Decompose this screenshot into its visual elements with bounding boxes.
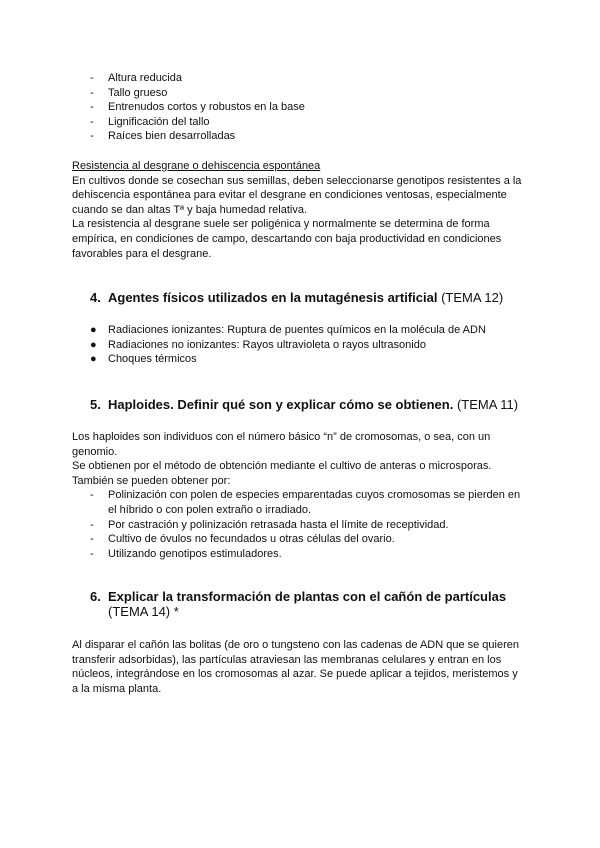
haploides-section: Los haploides son individuos con el número básico “n” de cromosomas, o sea, con un genomio. Se obtienen por el método de obtención mediante el cultivo de anteras o microsporas. También se pueden obtener por: - Polinización con polen de especies emparentadas cuyos cromosomas se pierden en el híbrido o con polen extraño o irradiado. - Por castración y polinización retrasada hasta el límite de receptividad. - Cultivo de óvulos no fecundados u otras células del ovario. - Utilizando genotipos estimuladores. (72, 430, 542, 561)
section-heading-4: 4. Agentes físicos utilizados en la mutagénesis artificial (TEMA 12) (90, 290, 504, 305)
section-heading-5: 5. Haploides. Definir qué son y explicar cómo se obtienen. (TEMA 11) (90, 397, 519, 412)
list-item: Lignificación del tallo (108, 115, 210, 128)
paragraph-line: Los haploides son individuos con el número básico “n” de cromosomas, o sea, con un (72, 431, 491, 443)
list-item: Por castración y polinización retrasada hasta el límite de receptividad. (108, 518, 449, 531)
paragraph-line: Se obtienen por el método de obtención mediante el cultivo de anteras o microsporas. (72, 460, 492, 473)
paragraph-line: empírica, en condiciones de campo, descartando con baja productividad en condiciones (72, 232, 502, 245)
paragraph-line: a la misma planta. (72, 682, 162, 695)
paragraph-line: cuando se dan altas Tª y baja humedad relativa. (72, 203, 308, 216)
list-item: Choques térmicos (108, 353, 197, 366)
list-item: Radiaciones no ionizantes: Rayos ultravioleta o rayos ultrasonido (108, 338, 426, 351)
canon-section (72, 638, 542, 696)
paragraph-line: dehiscencia espontánea para evitar el desgrane en condiciones ventosas, especialmente (72, 189, 507, 202)
list-item-continuation: el híbrido o con polen extraño o irradiado. (108, 503, 312, 516)
list-item: Radiaciones ionizantes: Ruptura de puentes químicos en la molécula de ADN (108, 324, 486, 336)
trait-list: - Altura reducida - Tallo grueso - Entrenudos cortos y robustos en la base - Lignificación del tallo - Raíces bien desarrolladas (72, 71, 542, 144)
list-item: Entrenudos cortos y robustos en la base (108, 101, 305, 114)
list-item: Utilizando genotipos estimuladores. (108, 547, 282, 560)
paragraph-line: Al disparar el cañón las bolitas (de oro o tungsteno con las cadenas de ADN que se quieren (72, 639, 520, 651)
list-item: Altura reducida (108, 72, 182, 84)
bullet-icon: ● (90, 324, 97, 336)
paragraph-line: En cultivos donde se cosechan sus semillas, deben seleccionarse genotipos resistentes a la (72, 174, 522, 187)
bullet-icon: ● (90, 338, 97, 351)
paragraph-line: favorables para el desgrane. (72, 247, 212, 260)
section-heading-6: 6. Explicar la transformación de plantas con el cañón de partículas (TEMA 14) * (90, 589, 507, 619)
list-item: Polinización con polen de especies emparentadas cuyos cromosomas se pierden en (108, 489, 521, 502)
list-item: Cultivo de óvulos no fecundados u otras células del ovario. (108, 533, 395, 546)
desgrane-section (72, 159, 542, 261)
paragraph-line: También se pueden obtener por: (72, 474, 231, 487)
paragraph-line: genomio. (72, 445, 118, 458)
bullet-icon: ● (90, 353, 97, 366)
paragraph-line: núcleos, integrándose en los cromosomas al azar. Se puede aplicar a tejidos, meristemos y (72, 668, 518, 681)
list-item: Raíces bien desarrolladas (108, 130, 236, 143)
paragraph-line: La resistencia al desgrane suele ser poligénica y normalmente se determina de forma (72, 218, 490, 231)
subheading: Resistencia al desgrane o dehiscencia espontánea (72, 160, 321, 172)
list-item: Tallo grueso (108, 86, 168, 99)
paragraph-line: transferir adsorbidas), las partículas atraviesan las membranas celulares y entran en los (72, 653, 502, 666)
agents-list (72, 323, 542, 367)
